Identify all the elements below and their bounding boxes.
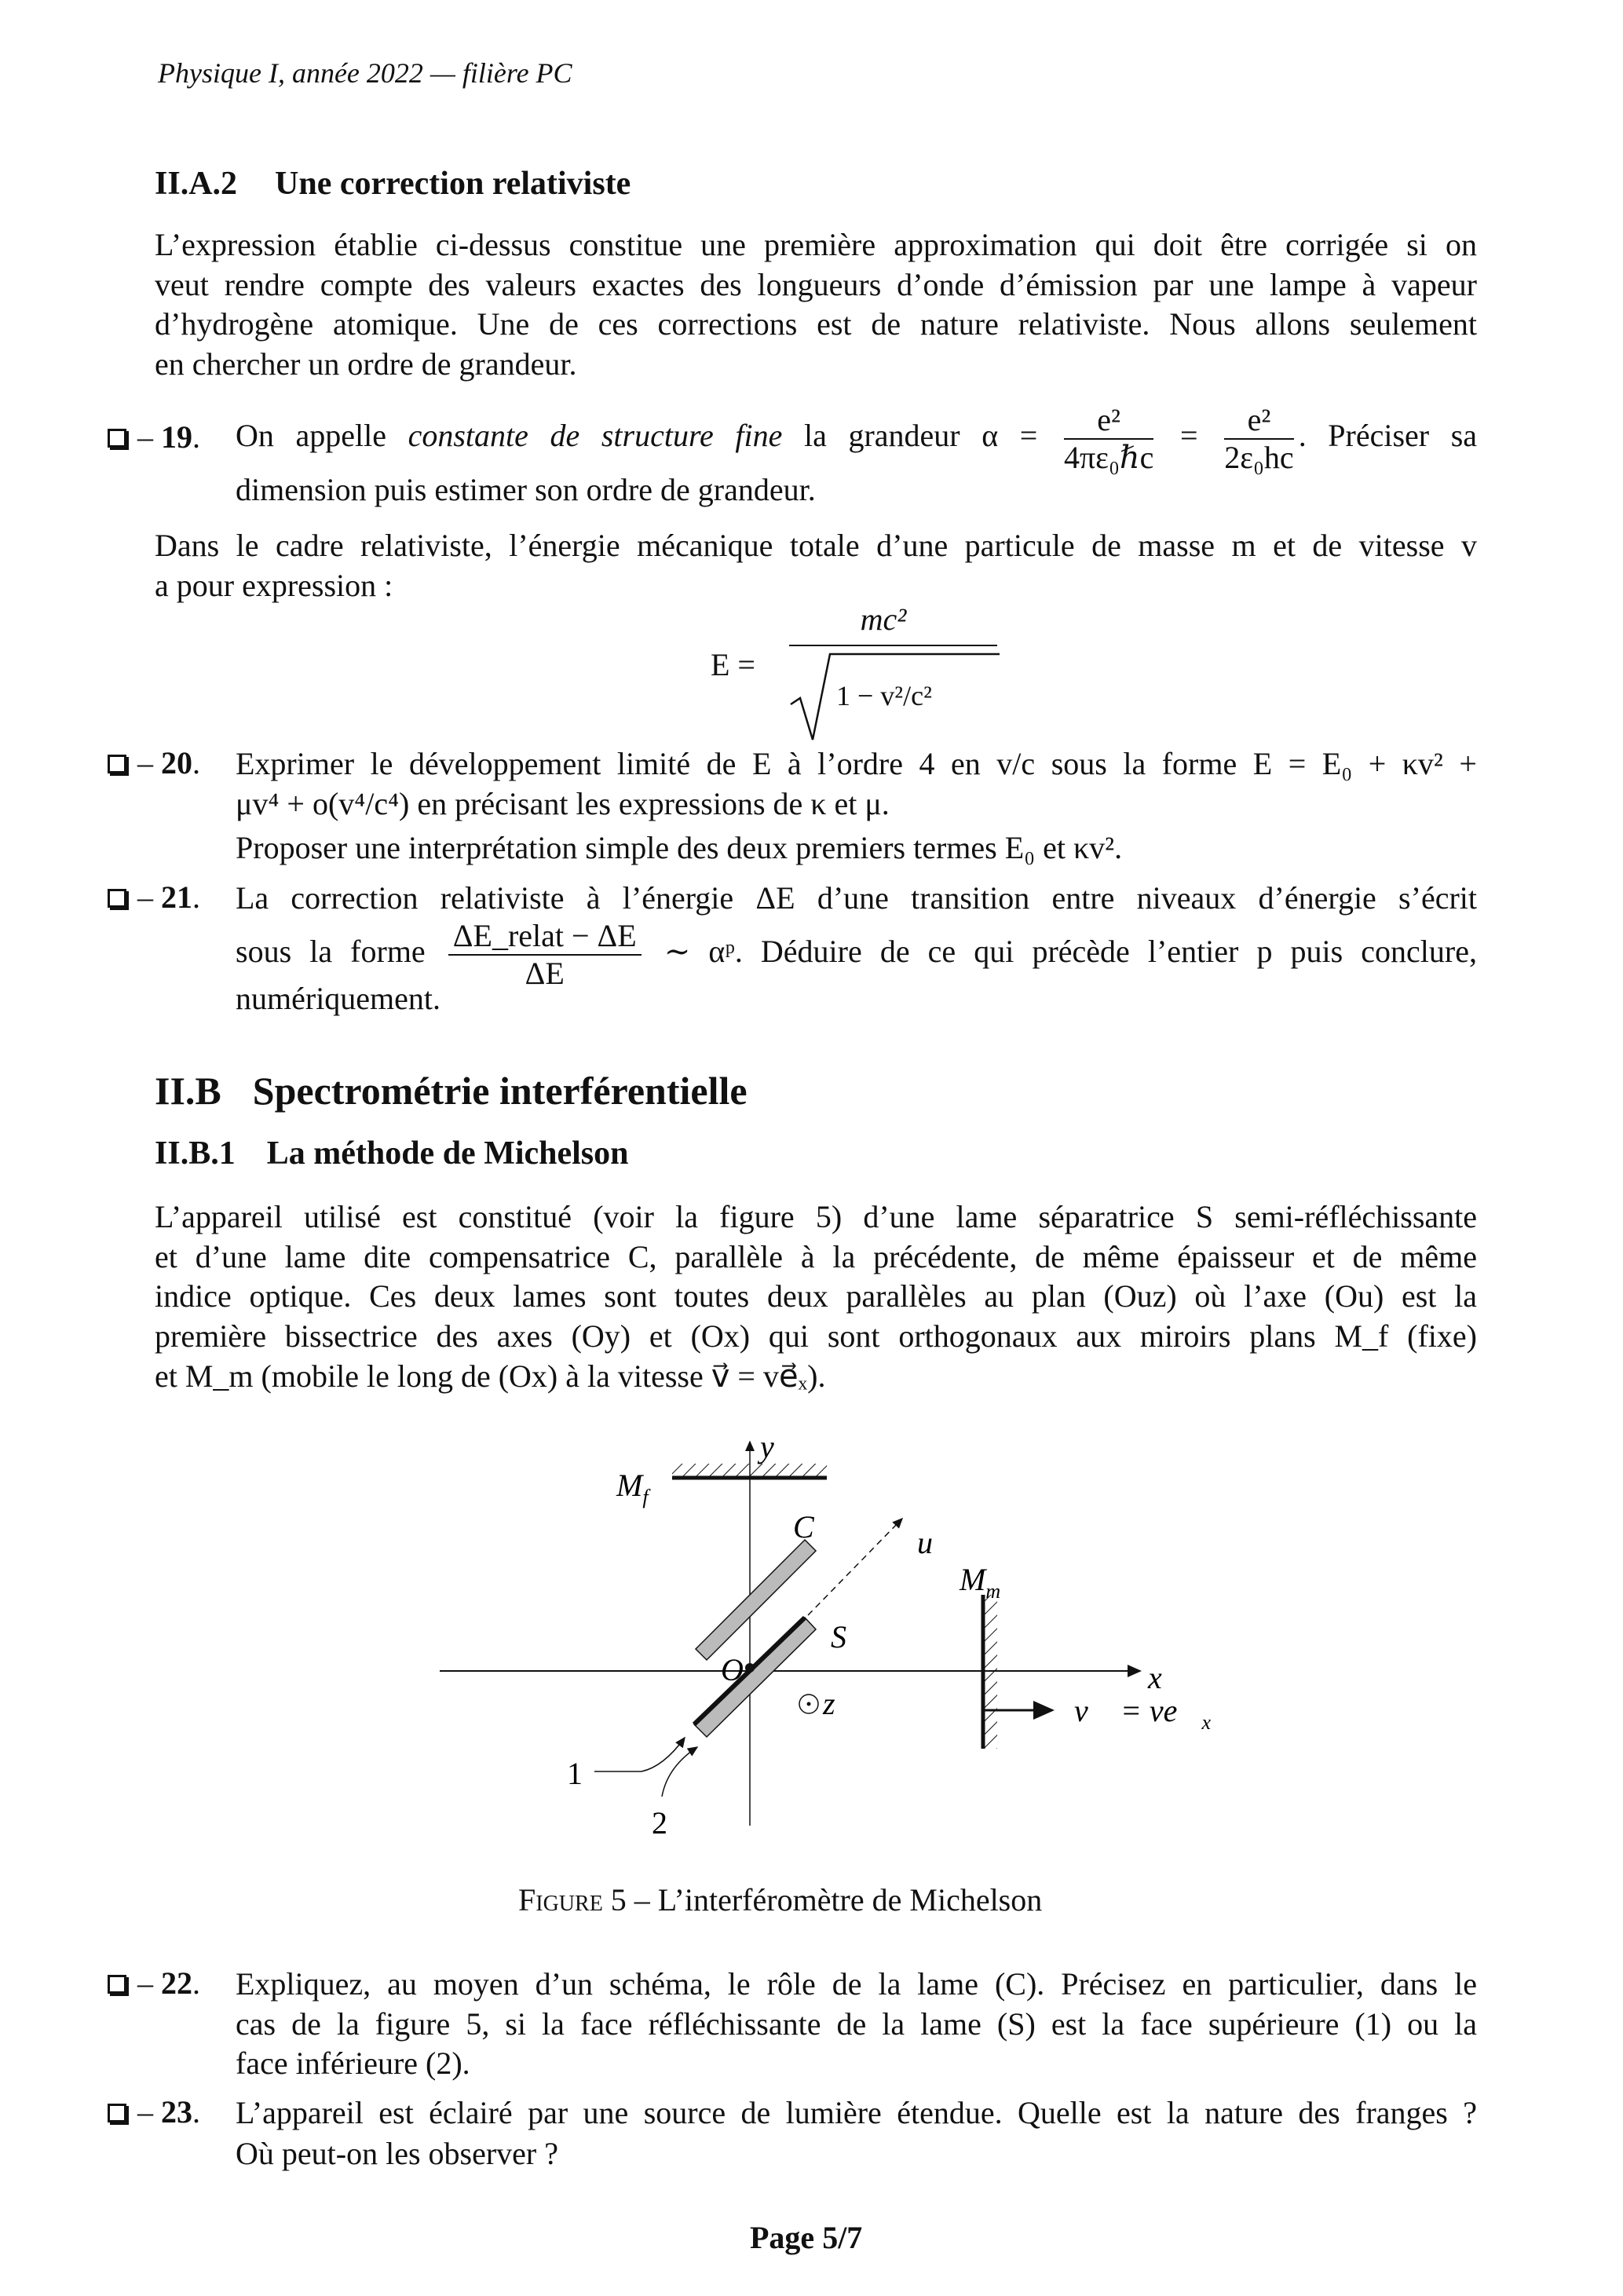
running-header: Physique I, année 2022 — filière PC xyxy=(158,57,572,89)
text-line: L’expression établie ci-dessus constitue une première approximation qui doit être corrigée si on xyxy=(155,227,1477,262)
face-1-pointer xyxy=(594,1738,685,1771)
question-22-line: Expliquez, au moyen d’un schéma, le rôle de la lame (C). Précisez en particulier, dans le xyxy=(236,1966,1477,2002)
section-title: Une correction relativiste xyxy=(275,166,631,202)
question-19-line1: On appelle constante de structure fine la grandeur α = $\frac{\text{e²}}{\text{4πε₀ℏc}}$ = $\frac{\text{e²}}{\text{2ε₀hc}}$ . Préciser sa xyxy=(236,401,1478,475)
u-label: u xyxy=(917,1525,933,1560)
exam-page: Physique I, année 2022 — filière PC II.A.2 Une correction relativiste L’expression établie ci-dessus constitue une première approximation qui doit être corrigée si on veut rendre compte des valeurs exactes des longueurs d’onde d’émission par une lampe à vapeur d’hydrogène atomique. Une de ces corrections est de nature relativiste. Nous allons seulement en chercher un ordre de grandeur. – 19. On appelle constante de structure fine la grandeur α = $\frac{\text{e²}}{\text{4πε₀ℏc}}$ = $\frac{\text{e²}}{\text{2ε₀hc}}$ . Préciser sa dimension puis estimer son ordre de grandeur. Dans le cadre relativiste, l’énergie mécanique totale d’une particule de masse m et de vitesse v a pour expression : E = mc² 1 − v²/c² – 20. Exprimer le développement limité de E à l’ordre 4 en v/c sous la forme E = E₀ + κv² + μv⁴ + o(v⁴/c⁴) en précisant les expressions de κ et μ. Proposer une interprétation simple des deux premiers termes E₀ et κv². – 21. La correction relativiste à l’énergie ΔE d’une transition entre niveaux d’énergie s’écrit sous la forme $\frac{\text{ΔE\_relat − ΔE}}{\Delta E}$ ∼ αᵖ. Déduire de ce qui précède l’entier p puis conclure, numériquement. II.B Spectrométrie interférentielle II.B.1 La méthode de Michelson L’appareil utilisé est constitué (voir la figure 5) d’une lame séparatrice S semi-réfléchissante et d’une lame dite compensatrice C, parallèle à la précédente, de même épaisseur et de même indice optique. Ces deux lames sont toutes deux parallèles au plan (Ouz) où l’axe (Ou) est la première bissectrice des axes (Oy) et (Ox) qui sont orthogonaux aux miroirs plans M_f (fixe) et M_m (mobile le long de (Ox) à la vitesse v⃗ = ve⃗ₓ). y x u z O C S $M_f$ $M_m$ v⃗ = $ve⃗_x$ 1 2 Figure 5 – L’interféromètre de Michelson – 22. Expliquez, au moyen d’un schéma, le rôle de la lame (C). Précisez en particulier, dans le cas de la figure 5, si la face réfléchissante de la lame (S) est la face supérieure (1) ou la face inférieure (2). – 23. L’appareil est éclairé par une source de lumière étendue. Quelle est la nature des franges ? Où peut-on les observer ? Page 5/7 xyxy=(0,0,1623,2296)
velocity-label: v⃗ = $ve⃗_x$ xyxy=(1074,1693,1212,1734)
text-line: Dans le cadre relativiste, l’énergie mécanique totale d’une particule de masse m et de vitesse v xyxy=(155,528,1477,563)
text-line: et d’une lame dite compensatrice C, parallèle à la précédente, de même épaisseur et de même xyxy=(155,1239,1477,1274)
text-line: d’hydrogène atomique. Une de ces corrections est de nature relativiste. Nous allons seulement xyxy=(155,306,1477,342)
question-checkbox[interactable] xyxy=(108,2104,126,2122)
face-1-label: 1 xyxy=(567,1756,583,1791)
question-number-23: – 23. xyxy=(137,2094,200,2130)
face-2-label: 2 xyxy=(652,1805,667,1841)
question-23-line: Où peut-on les observer ? xyxy=(236,2136,558,2171)
question-checkbox[interactable] xyxy=(108,1975,126,1994)
z-label: z xyxy=(823,1686,835,1721)
separator-label: S xyxy=(831,1619,846,1654)
fraction: $\frac{\text{e²}}{\text{4πε₀ℏc}}$ xyxy=(1063,401,1154,475)
question-number-22: – 22. xyxy=(137,1965,200,2001)
question-23-line: L’appareil est éclairé par une source de lumière étendue. Quelle est la nature des franges ? xyxy=(236,2095,1477,2130)
u-axis xyxy=(808,1519,902,1615)
x-label: x xyxy=(1148,1660,1162,1695)
question-20-line3: Proposer une interprétation simple des deux premiers termes E₀ et κv². xyxy=(236,830,1123,865)
question-number-19: – 19. xyxy=(137,419,200,455)
mobile-mirror-label: $M_m$ xyxy=(960,1562,1001,1603)
text-line: a pour expression : xyxy=(155,568,393,603)
question-21-line3: numériquement. xyxy=(236,981,441,1016)
text-line: veut rendre compte des valeurs exactes des longueurs d’onde d’émission par une lampe à vapeur xyxy=(155,267,1477,302)
origin-point xyxy=(745,1663,755,1673)
question-20-line1: Exprimer le développement limité de E à l’ordre 4 en v/c sous la forme E = E₀ + κv² + xyxy=(236,746,1477,781)
question-21-line2: sous la forme $\frac{\text{ΔE\_relat − ΔE}}{\Delta E}$ ∼ αᵖ. Déduire de ce qui précède l’entier p puis conclure, xyxy=(236,917,1477,991)
question-22-line: face inférieure (2). xyxy=(236,2046,470,2081)
question-20-line2: μv⁴ + o(v⁴/c⁴) en précisant les expressions de κ et μ. xyxy=(236,786,890,821)
question-number-20: – 20. xyxy=(137,745,200,781)
face-2-pointer xyxy=(662,1747,697,1797)
mobile-mirror-hatch xyxy=(983,1595,997,1749)
section-heading-iib1: II.B.1 La méthode de Michelson xyxy=(155,1135,629,1172)
section-heading-iib: II.B Spectrométrie interférentielle xyxy=(155,1069,748,1113)
text-line: en chercher un ordre de grandeur. xyxy=(155,346,577,382)
question-22-line: cas de la figure 5, si la face réfléchissante de la lame (S) est la face supérieure (1) ou la xyxy=(236,2006,1477,2042)
question-number-21: – 21. xyxy=(137,879,200,915)
origin-label: O xyxy=(721,1652,744,1687)
text-line: L’appareil utilisé est constitué (voir la figure 5) d’une lame séparatrice S semi-réfléchissante xyxy=(155,1199,1477,1234)
fixed-mirror-hatch xyxy=(672,1464,827,1476)
question-21-line1: La correction relativiste à l’énergie ΔE d’une transition entre niveaux d’énergie s’écrit xyxy=(236,880,1477,916)
fraction: $\frac{\text{ΔE\_relat − ΔE}}{\Delta E}$ xyxy=(448,918,642,992)
section-number: II.A.2 xyxy=(155,166,238,202)
compensator-label: C xyxy=(793,1509,814,1545)
text-line: indice optique. Ces deux lames sont toutes deux parallèles au plan (Ouz) où l’axe (Ou) est la xyxy=(155,1278,1477,1314)
y-label: y xyxy=(760,1429,774,1464)
page-number: Page 5/7 xyxy=(750,2220,863,2255)
figure-caption: Figure 5 – L’interféromètre de Michelson xyxy=(518,1882,1043,1918)
text-line: première bissectrice des axes (Oy) et (Ox) qui sont orthogonaux aux miroirs plans M_f (fixe) xyxy=(155,1318,1477,1354)
fraction: $\frac{\text{e²}}{\text{2ε₀hc}}$ xyxy=(1224,401,1294,475)
fixed-mirror-label: $M_f$ xyxy=(616,1468,649,1508)
text-line: et M_m (mobile le long de (Ox) à la vitesse v⃗ = ve⃗ₓ). xyxy=(155,1358,826,1394)
question-19-line2: dimension puis estimer son ordre de grandeur. xyxy=(236,472,816,507)
